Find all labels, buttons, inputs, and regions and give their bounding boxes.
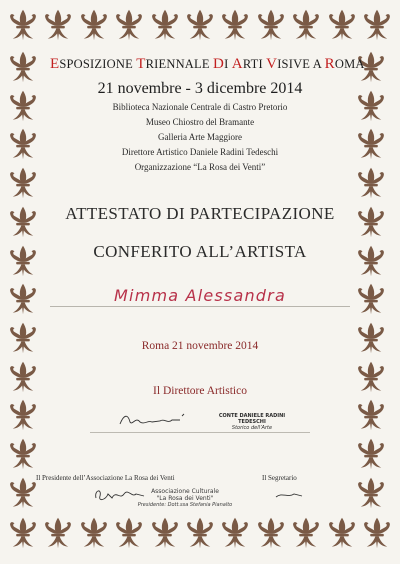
artist-name: Mimma Alessandra (114, 286, 286, 305)
fleur-de-lis-icon (77, 8, 111, 42)
title-text: OMA (334, 57, 365, 71)
title-text: ISIVE A (277, 57, 325, 71)
title-text: I (224, 57, 232, 71)
secretary-label: Il Segretario (262, 474, 297, 482)
fleur-de-lis-icon (218, 516, 252, 550)
name-underline (50, 306, 350, 307)
fleur-de-lis-icon (325, 516, 359, 550)
fleur-de-lis-icon (325, 8, 359, 42)
fleur-de-lis-icon (6, 476, 40, 510)
fleur-de-lis-icon (354, 166, 388, 200)
fleur-de-lis-icon (112, 516, 146, 550)
venue-line: Museo Chiostro del Bramante (145, 117, 255, 127)
fleur-de-lis-icon (360, 8, 394, 42)
fleur-de-lis-icon (6, 8, 40, 42)
fleur-de-lis-icon (254, 516, 288, 550)
venue-line: Organizzazione “La Rosa dei Venti” (134, 162, 266, 172)
fleur-de-lis-icon (6, 282, 40, 316)
venue-line: Biblioteca Nazionale Centrale di Castro Pretorio (112, 102, 288, 112)
fleur-de-lis-icon (354, 127, 388, 161)
fleur-de-lis-icon (6, 437, 40, 471)
fleur-de-lis-icon (354, 205, 388, 239)
association-stamp-line: Associazione Culturale (151, 488, 219, 495)
fleur-de-lis-icon (6, 398, 40, 432)
fleur-de-lis-icon (354, 89, 388, 123)
title-initial: E (50, 56, 60, 72)
fleur-de-lis-icon (183, 516, 217, 550)
exhibition-dates: 21 novembre - 3 dicembre 2014 (97, 80, 303, 97)
president-label: Il Presidente dell’Associazione La Rosa dei Venti (36, 474, 175, 482)
fleur-de-lis-icon (6, 205, 40, 239)
association-stamp-president: Presidente: Dott.ssa Stefania Pianalto (137, 502, 233, 508)
director-stamp-name: CONTE DANIELE RADINI TEDESCHI (218, 413, 286, 425)
title-initial: A (231, 56, 243, 72)
fleur-de-lis-icon (354, 437, 388, 471)
fleur-de-lis-icon (6, 360, 40, 394)
fleur-de-lis-icon (354, 360, 388, 394)
fleur-de-lis-icon (289, 8, 323, 42)
fleur-de-lis-icon (6, 50, 40, 84)
fleur-de-lis-icon (6, 89, 40, 123)
fleur-de-lis-icon (354, 476, 388, 510)
fleur-de-lis-icon (41, 8, 75, 42)
director-label: Il Direttore Artistico (153, 385, 247, 397)
title-initial: R (324, 56, 335, 72)
certificate-content (36, 50, 365, 510)
fleur-de-lis-icon (6, 321, 40, 355)
certificate-subheading: CONFERITO ALL’ARTISTA (93, 242, 307, 261)
venue-line: Galleria Arte Maggiore (158, 132, 242, 142)
fleur-de-lis-icon (77, 516, 111, 550)
border-bottom (0, 516, 400, 556)
title-initial: T (136, 56, 146, 72)
fleur-de-lis-icon (6, 166, 40, 200)
title-text: RIENNALE (145, 57, 214, 71)
venue-line: Direttore Artistico Daniele Radini Tedeschi (121, 147, 279, 157)
exhibition-title (50, 56, 365, 73)
title-initial: D (213, 56, 225, 72)
fleur-de-lis-icon (6, 244, 40, 278)
border-right (354, 50, 394, 510)
fleur-de-lis-icon (289, 516, 323, 550)
fleur-de-lis-icon (218, 8, 252, 42)
border-left (6, 50, 46, 510)
fleur-de-lis-icon (41, 516, 75, 550)
director-stamp (212, 413, 292, 431)
fleur-de-lis-icon (6, 516, 40, 550)
fleur-de-lis-icon (254, 8, 288, 42)
association-stamp (130, 488, 240, 508)
fleur-de-lis-icon (183, 8, 217, 42)
secretary-signature (274, 490, 304, 500)
fleur-de-lis-icon (354, 244, 388, 278)
fleur-de-lis-icon (148, 516, 182, 550)
fleur-de-lis-icon (354, 282, 388, 316)
certificate-heading: ATTESTATO DI PARTECIPAZIONE (65, 204, 335, 223)
title-text: RTI (242, 57, 267, 71)
director-stamp-title: Storico dell’Arte (231, 425, 273, 431)
director-signature-line (90, 432, 310, 433)
association-stamp-name: "La Rosa dei Venti" (156, 495, 214, 502)
fleur-de-lis-icon (354, 398, 388, 432)
director-signature (118, 412, 188, 428)
fleur-de-lis-icon (112, 8, 146, 42)
place-and-date: Roma 21 novembre 2014 (141, 340, 259, 352)
fleur-de-lis-icon (6, 127, 40, 161)
fleur-de-lis-icon (148, 8, 182, 42)
fleur-de-lis-icon (354, 321, 388, 355)
title-initial: V (266, 56, 278, 72)
title-text: SPOSIZIONE (59, 57, 137, 71)
border-top (0, 8, 400, 48)
fleur-de-lis-icon (360, 516, 394, 550)
